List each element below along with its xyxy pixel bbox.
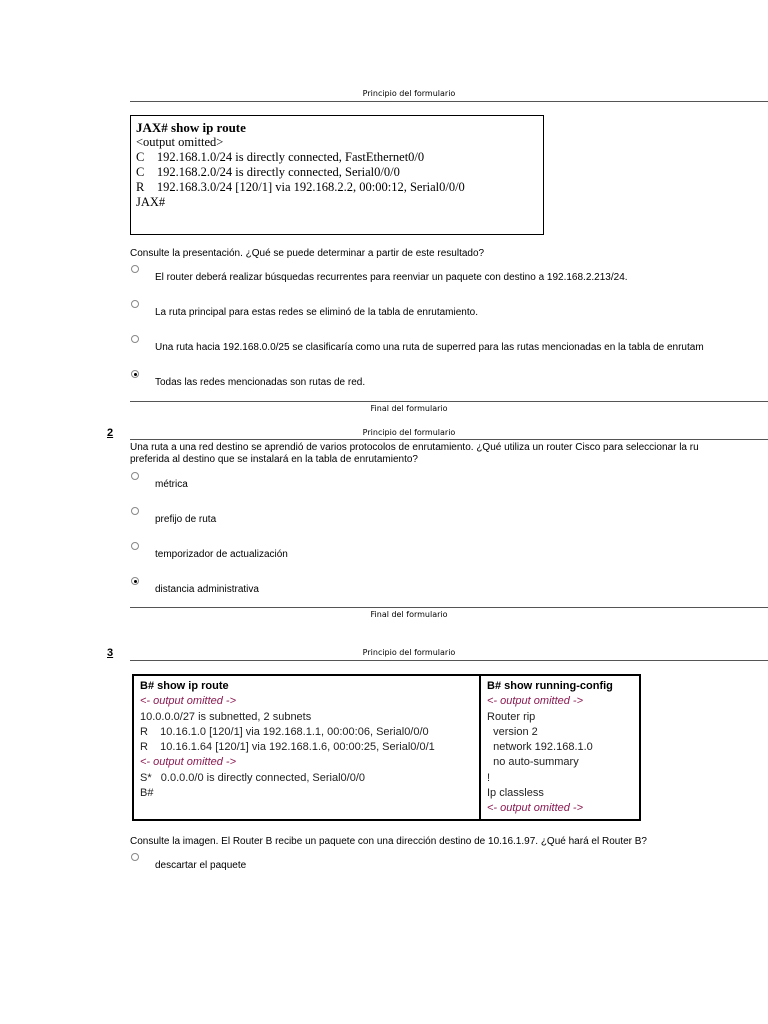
option-label[interactable]: prefijo de ruta xyxy=(155,514,217,525)
question-number: 3 xyxy=(107,647,114,659)
form-divider xyxy=(130,439,768,440)
question-number: 2 xyxy=(107,427,114,439)
form-start-label: Principio del formulario xyxy=(362,648,456,657)
exhibit-line: version 2 xyxy=(487,725,538,738)
exhibit-line: ! xyxy=(487,771,491,784)
question-text: Consulte la presentación. ¿Qué se puede determinar a partir de este resultado? xyxy=(130,248,485,259)
question-text-line2: preferida al destino que se instalará en la tabla de enrutamiento? xyxy=(130,454,418,465)
exhibit-line: R 10.16.1.64 [120/1] via 192.168.1.6, 00:00:25, Serial0/0/1 xyxy=(140,741,435,754)
exhibit-command: JAX# show ip route xyxy=(136,120,246,135)
form-start-label: Principio del formulario xyxy=(362,428,456,437)
form-divider xyxy=(130,607,768,608)
option-label[interactable]: métrica xyxy=(155,479,188,490)
exhibit-line: <- output omitted -> xyxy=(487,802,583,815)
exhibit-line: <- output omitted -> xyxy=(140,756,236,769)
exhibit-line: network 192.168.1.0 xyxy=(487,741,593,754)
exhibit-line: S* 0.0.0.0/0 is directly connected, Serial0/0/0 xyxy=(140,771,366,784)
exhibit-line: B# xyxy=(140,787,154,800)
option-radio[interactable] xyxy=(131,335,139,343)
option-radio[interactable] xyxy=(131,265,139,273)
exhibit-line: <- output omitted -> xyxy=(140,695,236,708)
exhibit-line: Ip classless xyxy=(487,787,544,800)
option-label[interactable]: distancia administrativa xyxy=(155,584,259,595)
option-radio[interactable] xyxy=(131,507,139,515)
exhibit-line: 10.0.0.0/27 is subnetted, 2 subnets xyxy=(140,710,312,723)
exhibit-show-running-config xyxy=(481,676,639,819)
option-radio-selected[interactable] xyxy=(131,577,139,585)
form-end-label: Final del formulario xyxy=(370,610,448,619)
form-divider xyxy=(130,660,768,661)
exhibit-line: C 192.168.1.0/24 is directly connected, FastEthernet0/0 xyxy=(136,150,425,164)
form-end-label: Final del formulario xyxy=(370,404,448,413)
exhibit-show-ip-route xyxy=(130,115,544,235)
option-label[interactable]: descartar el paquete xyxy=(155,860,247,871)
exhibit-line: R 192.168.3.0/24 [120/1] via 192.168.2.2, 00:00:12, Serial0/0/0 xyxy=(136,180,465,194)
exhibit-line: R 10.16.1.0 [120/1] via 192.168.1.1, 00:00:06, Serial0/0/0 xyxy=(140,725,429,738)
exhibit-command: B# show running-config xyxy=(487,680,613,692)
question-text-line1: Una ruta a una red destino se aprendió de varios protocolos de enrutamiento. ¿Qué utiliza un router Cisco para seleccionar la ru xyxy=(130,442,699,453)
option-label[interactable]: El router deberá realizar búsquedas recurrentes para reenviar un paquete con destino a 192.168.2.213/24. xyxy=(155,272,628,283)
option-label[interactable]: La ruta principal para estas redes se eliminó de la tabla de enrutamiento. xyxy=(155,307,478,318)
question-text: Consulte la imagen. El Router B recibe un paquete con una dirección destino de 10.16.1.97. ¿Qué hará el Router B? xyxy=(130,836,647,847)
option-label[interactable]: Todas las redes mencionadas son rutas de red. xyxy=(155,377,366,388)
form-divider xyxy=(130,401,768,402)
option-radio-selected[interactable] xyxy=(131,370,139,378)
option-radio[interactable] xyxy=(131,853,139,861)
exhibit-line: Router rip xyxy=(487,710,536,723)
exhibit-router-b xyxy=(132,674,641,821)
option-radio[interactable] xyxy=(131,300,139,308)
option-radio[interactable] xyxy=(131,542,139,550)
exhibit-show-ip-route xyxy=(134,676,481,819)
option-label[interactable]: temporizador de actualización xyxy=(155,549,288,560)
option-label[interactable]: Una ruta hacia 192.168.0.0/25 se clasificaría como una ruta de superred para las rutas mencionadas en la tabla de enrutam xyxy=(155,342,704,353)
exhibit-line: no auto-summary xyxy=(487,756,579,769)
form-start-label: Principio del formulario xyxy=(362,89,456,98)
form-divider xyxy=(130,101,768,102)
exhibit-line: <- output omitted -> xyxy=(487,695,583,708)
option-radio[interactable] xyxy=(131,472,139,480)
exhibit-line: C 192.168.2.0/24 is directly connected, Serial0/0/0 xyxy=(136,165,400,179)
exhibit-command: B# show ip route xyxy=(140,680,229,692)
exhibit-line: <output omitted> xyxy=(136,135,224,149)
exhibit-line: JAX# xyxy=(136,195,166,209)
